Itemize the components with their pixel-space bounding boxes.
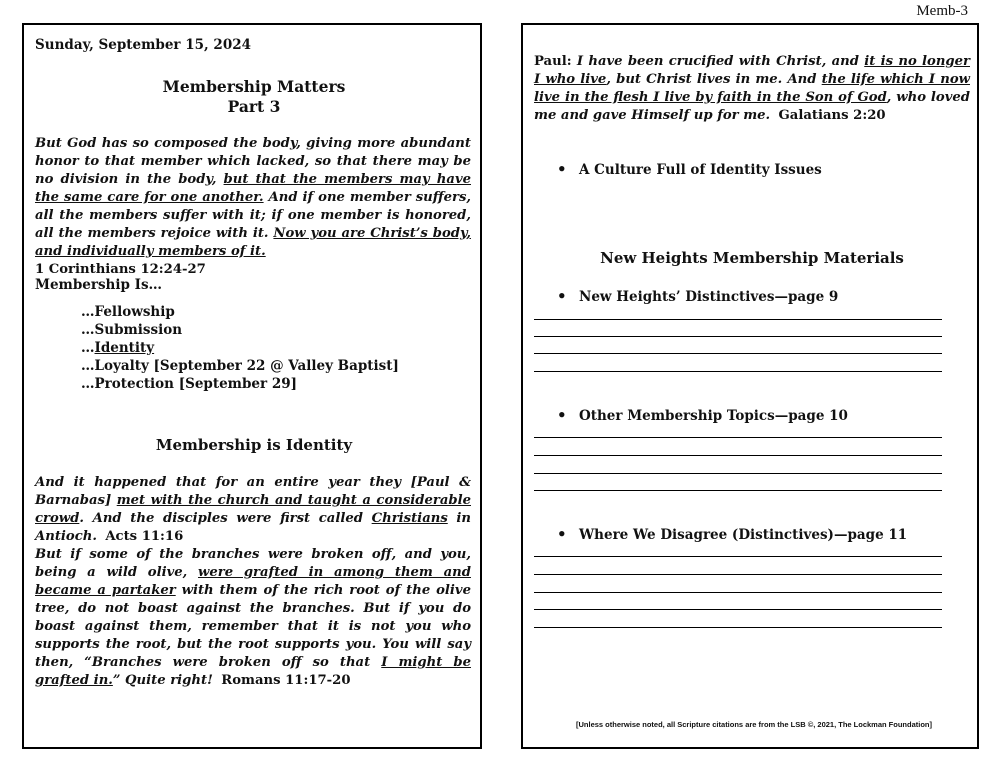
p3-underline-1: were grafted in among them and became a partaker [35,565,471,598]
p2-reference: Acts 11:16 [105,529,184,544]
quote-underline-1: it is no longer I who live [534,54,970,87]
bullet-label: Other Membership Topics—page 10 [579,408,848,424]
p1-underline-2: Now you are Christ’s body, and individually members of it. [35,226,471,259]
quote-reference: Galatians 2:20 [778,108,886,123]
p2-text-c: in Antioch. [35,511,471,544]
list-item-identity [81,339,399,357]
p2-underline-2: Christians [371,511,448,526]
title-line-2: Part 3 [227,97,281,116]
p1-text-a: But God has so composed the body, giving more abundant honor to that member which lacked, so that there may be no division in the body, [35,136,471,187]
quote-text-a: I have been crucified with Christ, and [576,54,865,69]
note-line[interactable] [534,490,942,491]
materials-title: New Heights Membership Materials [600,249,904,267]
bullet-other-topics [557,406,848,424]
bullet-icon: • [557,406,567,424]
left-panel [22,23,482,749]
list-ellipsis: … [81,340,95,356]
membership-is-heading: Membership Is… [35,277,163,293]
bullet-identity-issues [557,160,822,178]
p3-underline-2: I might be grafted in. [35,655,471,688]
p2-text-a: And it happened that for an entire year they [Paul & Barnabas] [35,475,471,508]
p3-text-c: ” Quite right! [112,673,213,688]
date: Sunday, September 15, 2024 [35,37,252,53]
title-line-1: Membership Matters [162,77,346,96]
p3-text-b: with them of the rich root of the olive tree, do not boast against the branches. But if you do boast against them, remember that it is not you who supports the root, but the root supports you. You will say then, “Branches were broken off so that [35,583,471,670]
note-line[interactable] [534,371,942,372]
bullet-icon: • [557,525,567,543]
p1-reference: 1 Corinthians 12:24-27 [35,262,206,277]
list-identity-label: Identity [94,340,155,356]
quote-colon: : [566,54,577,69]
scripture-galatians [534,53,970,125]
scripture-footer: [Unless otherwise noted, all Scripture citations are from the LSB ©, 2021, The Lockman Foundation] [575,720,932,729]
note-line[interactable] [534,336,942,337]
note-line[interactable] [534,592,942,593]
bullet-label: Where We Disagree (Distinctives)—page 11 [579,527,908,543]
list-item-protection: …Protection [September 29] [81,376,297,392]
quote-speaker: Paul [534,54,567,69]
scripture-romans [35,546,471,690]
bullet-disagree [557,525,907,543]
p2-text-b: . And the disciples were first called [79,511,372,526]
bullet-label: A Culture Full of Identity Issues [579,162,822,178]
membership-list [81,303,399,393]
scripture-1-corinthians [35,135,471,279]
quote-underline-2: the life which I now live in the flesh I live by faith in the Son of God [534,72,970,105]
p3-text-a: But if some of the branches were broken off, and you, being a wild olive, [35,547,471,580]
bullet-distinctives [557,287,838,305]
bullet-icon: • [557,160,567,178]
list-item-loyalty: …Loyalty [September 22 @ Valley Baptist] [81,358,399,374]
bullet-label: New Heights’ Distinctives—page 9 [579,289,839,305]
right-panel [521,23,979,749]
list-item-fellowship: …Fellowship [81,304,175,320]
p1-underline-1: but that the members may have the same care for one another. [35,172,471,205]
note-line[interactable] [534,319,942,320]
note-line[interactable] [534,437,942,438]
bullet-icon: • [557,287,567,305]
note-line[interactable] [534,609,942,610]
page-label: Memb-3 [916,3,968,19]
p2-underline-1: met with the church and taught a considerable crowd [35,493,471,526]
note-line[interactable] [534,473,942,474]
quote-text-c: , who loved me and gave Himself up for me. [534,90,970,123]
section-title: Membership is Identity [155,436,353,454]
p1-text-b: And if one member suffers, all the members suffer with it; if one member is honored, all the members rejoice with it. [35,190,471,241]
note-line[interactable] [534,574,942,575]
page-title [24,77,484,117]
scripture-acts [35,474,471,546]
note-line[interactable] [534,455,942,456]
p3-reference: Romans 11:17-20 [221,673,351,688]
note-line[interactable] [534,627,942,628]
note-line[interactable] [534,353,942,354]
quote-text-b: , but Christ lives in me. And [606,72,822,87]
list-item-submission: …Submission [81,322,183,338]
note-line[interactable] [534,556,942,557]
